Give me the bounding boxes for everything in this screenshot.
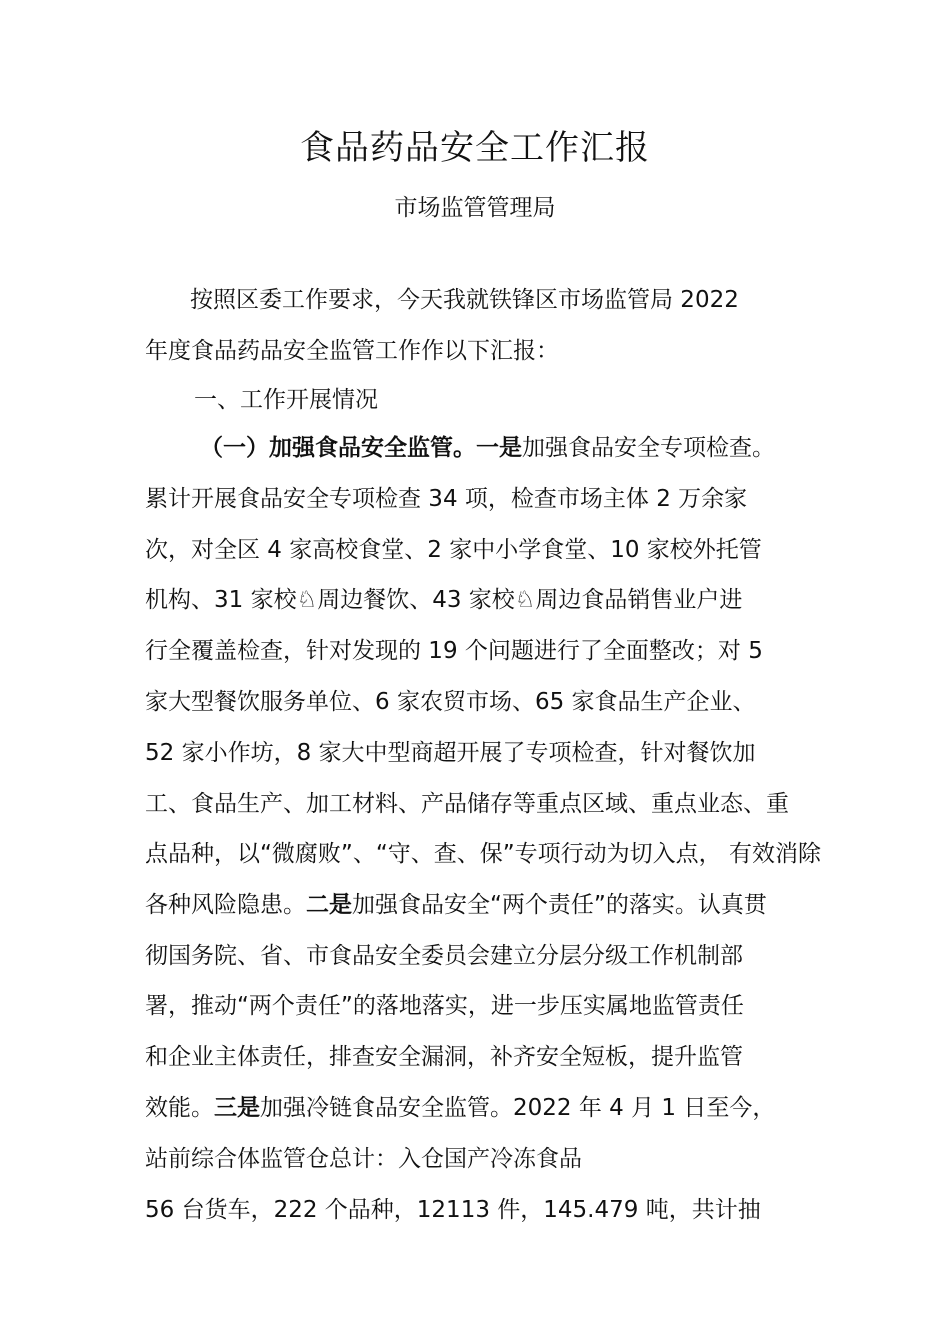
paragraph-line: 次，对全区 4 家高校食堂、2 家中小学食堂、10 家校外托管	[145, 537, 762, 563]
text-run: 各种风险隐患。	[145, 892, 306, 918]
paragraph-line	[145, 885, 767, 925]
text-run: 加强食品安全“两个责任”的落实。认真贯	[352, 892, 767, 918]
text-run: 加强食品安全专项检查。	[522, 435, 775, 461]
paragraph-line: 机构、31 家校♘周边餐饮、43 家校♘周边食品销售业户进	[145, 587, 743, 613]
paragraph-line	[145, 1088, 775, 1128]
text-run: 加强冷链食品安全监管。2022 年 4 月 1 日至今，	[260, 1095, 776, 1121]
document-title: 食品药品安全工作汇报	[300, 128, 650, 168]
paragraph-line: 署，推动“两个责任”的落地落实，进一步压实属地监管责任	[145, 993, 744, 1019]
intro-line-1: 按照区委工作要求，今天我就铁锋区市场监管局 2022	[190, 287, 739, 313]
paragraph-line: 累计开展食品安全专项检查 34 项，检查市场主体 2 万余家	[145, 486, 748, 512]
point-label: 二是	[306, 892, 352, 918]
paragraph-line: 和企业主体责任，排查安全漏洞，补齐安全短板，提升监管	[145, 1044, 743, 1070]
paragraph-line: 彻国务院、省、市食品安全委员会建立分层分级工作机制部	[145, 943, 743, 969]
point-label: 一是	[476, 435, 522, 461]
text-run: 效能。	[145, 1095, 214, 1121]
document-subtitle: 市场监管管理局	[394, 195, 556, 221]
paragraph-line: 点品种，以“微腐败”、“守、查、保”专项行动为切入点， 有效消除	[145, 841, 821, 867]
paragraph-line: 工、食品生产、加工材料、产品储存等重点区域、重点业态、重	[145, 791, 789, 817]
subsection-heading: （一）加强食品安全监管。	[200, 435, 476, 461]
point-label: 三是	[214, 1095, 260, 1121]
paragraph-line: 家大型餐饮服务单位、6 家农贸市场、65 家食品生产企业、	[145, 689, 756, 715]
paragraph-line	[200, 428, 775, 468]
paragraph-line: 站前综合体监管仓总计：入仓国产冷冻食品	[145, 1146, 582, 1172]
paragraph-line: 行全覆盖检查，针对发现的 19 个问题进行了全面整改；对 5	[145, 638, 763, 664]
section-heading: 一、工作开展情况	[194, 387, 378, 413]
paragraph-line: 52 家小作坊，8 家大中型商超开展了专项检查，针对餐饮加	[145, 740, 756, 766]
paragraph-line: 56 台货车，222 个品种，12113 件，145.479 吨，共计抽	[145, 1197, 761, 1223]
intro-line-2: 年度食品药品安全监管工作作以下汇报：	[145, 338, 559, 364]
